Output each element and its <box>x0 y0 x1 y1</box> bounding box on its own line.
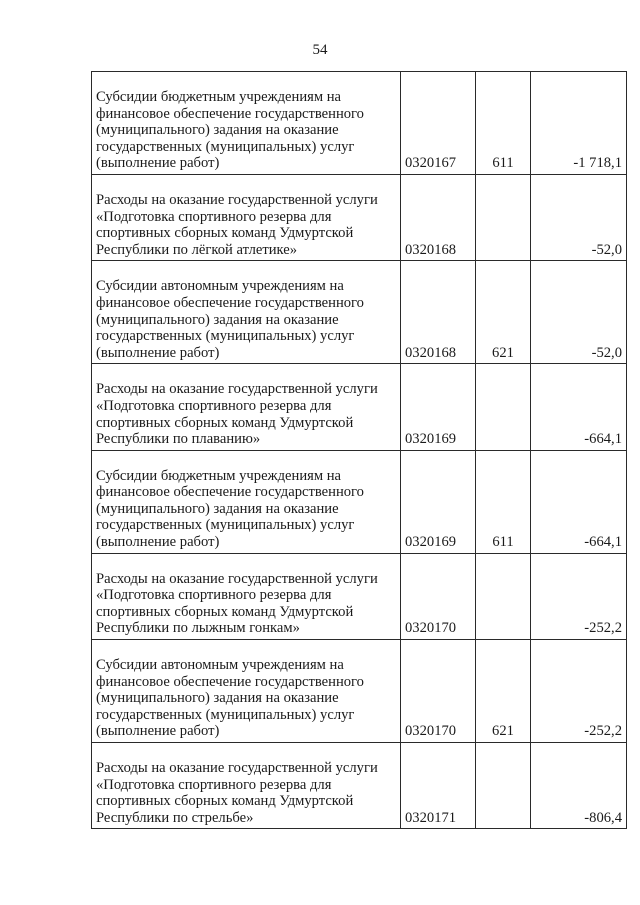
table-row <box>92 364 627 450</box>
row-description: Субсидии бюджетным учреждениям на финансовое обеспечение государственного (муниципального) задания на оказание государственных (муниципальных) услуг (выполнение работ) <box>92 72 401 175</box>
row-amount: -52,0 <box>531 174 627 260</box>
row-expense-type <box>476 743 531 829</box>
row-amount: -664,1 <box>531 364 627 450</box>
row-expense-type: 611 <box>476 72 531 175</box>
page-number: 54 <box>312 42 328 58</box>
row-expense-type <box>476 174 531 260</box>
row-amount: -1 718,1 <box>531 72 627 175</box>
row-target-code: 0320168 <box>401 261 476 364</box>
table-row <box>92 450 627 553</box>
row-target-code: 0320169 <box>401 450 476 553</box>
row-amount: -664,1 <box>531 450 627 553</box>
row-expense-type: 621 <box>476 640 531 743</box>
table-row <box>92 743 627 829</box>
table-row <box>92 553 627 639</box>
row-amount: -252,2 <box>531 553 627 639</box>
table-row <box>92 640 627 743</box>
row-amount: -52,0 <box>531 261 627 364</box>
row-expense-type <box>476 364 531 450</box>
row-target-code: 0320169 <box>401 364 476 450</box>
row-target-code: 0320170 <box>401 640 476 743</box>
row-description: Расходы на оказание государственной услуги «Подготовка спортивного резерва для спортивных сборных команд Удмуртской Республики по лёгкой атлетике» <box>92 174 401 260</box>
row-target-code: 0320170 <box>401 553 476 639</box>
row-description: Субсидии автономным учреждениям на финансовое обеспечение государственного (муниципального) задания на оказание государственных (муниципальных) услуг (выполнение работ) <box>92 640 401 743</box>
row-description: Субсидии бюджетным учреждениям на финансовое обеспечение государственного (муниципального) задания на оказание государственных (муниципальных) услуг (выполнение работ) <box>92 450 401 553</box>
row-target-code: 0320168 <box>401 174 476 260</box>
row-expense-type: 611 <box>476 450 531 553</box>
row-amount: -252,2 <box>531 640 627 743</box>
table-row <box>92 261 627 364</box>
row-target-code: 0320171 <box>401 743 476 829</box>
row-expense-type <box>476 553 531 639</box>
row-amount: -806,4 <box>531 743 627 829</box>
table-row <box>92 72 627 175</box>
row-description: Субсидии автономным учреждениям на финансовое обеспечение государственного (муниципального) задания на оказание государственных (муниципальных) услуг (выполнение работ) <box>92 261 401 364</box>
row-description: Расходы на оказание государственной услуги «Подготовка спортивного резерва для спортивных сборных команд Удмуртской Республики по стрельбе» <box>92 743 401 829</box>
row-description: Расходы на оказание государственной услуги «Подготовка спортивного резерва для спортивных сборных команд Удмуртской Республики по плаванию» <box>92 364 401 450</box>
row-description: Расходы на оказание государственной услуги «Подготовка спортивного резерва для спортивных сборных команд Удмуртской Республики по лыжным гонкам» <box>92 553 401 639</box>
table-row <box>92 174 627 260</box>
row-target-code: 0320167 <box>401 72 476 175</box>
row-expense-type: 621 <box>476 261 531 364</box>
budget-table <box>91 71 627 829</box>
